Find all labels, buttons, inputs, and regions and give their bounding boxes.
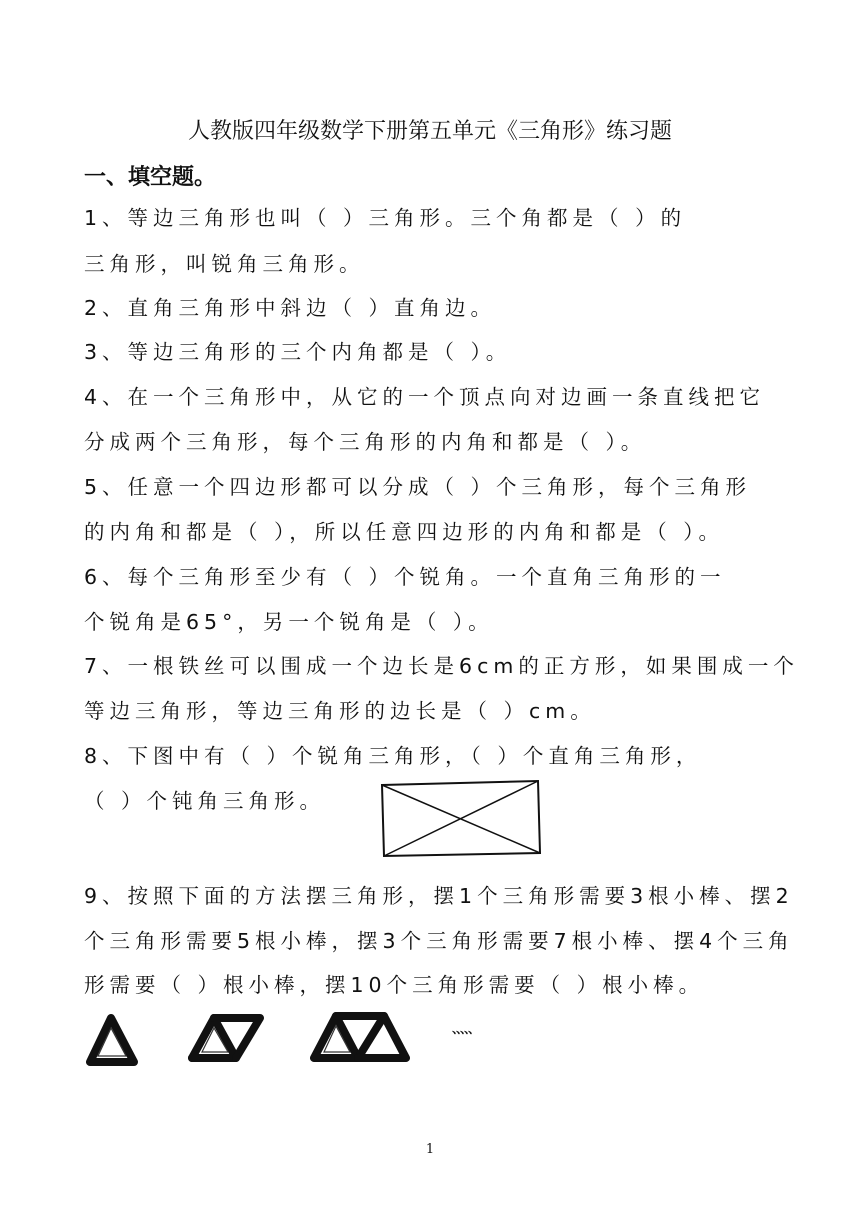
- question-4-line-1: 4、在一个三角形中，从它的一个顶点向对边画一条直线把它: [84, 385, 766, 409]
- page-title: 人教版四年级数学下册第五单元《三角形》练习题: [187, 119, 672, 144]
- ellipsis-dots: 、、、、、: [452, 1022, 479, 1036]
- question-1-line-1: 1、等边三角形也叫（ ）三角形。三个角都是（ ）的: [84, 206, 687, 230]
- question-9-line-3: 形需要（ ）根小棒，摆10个三角形需要（ ）根小棒。: [84, 973, 705, 997]
- section-heading: 一、填空题。: [84, 165, 217, 190]
- stick-triangles-figure: [84, 1010, 464, 1070]
- question-6-line-2: 个锐角是65°，另一个锐角是（ ）。: [84, 610, 494, 634]
- question-7-line-2: 等边三角形，等边三角形的边长是（ ）cm。: [84, 699, 596, 723]
- question-4-line-2: 分成两个三角形，每个三角形的内角和都是（ ）。: [84, 430, 647, 454]
- question-1-line-2: 三角形，叫锐角三角形。: [84, 252, 365, 276]
- question-8-line-1: 8、下图中有（ ）个锐角三角形，（ ）个直角三角形，: [84, 744, 702, 768]
- question-8-line-2: （ ）个钝角三角形。: [84, 789, 326, 813]
- question-9-line-1: 9、按照下面的方法摆三角形，摆1个三角形需要3根小棒、摆2: [84, 884, 794, 908]
- question-9-line-2: 个三角形需要5根小棒，摆3个三角形需要7根小棒、摆4个三角: [84, 929, 794, 953]
- question-7-line-1: 7、一根铁丝可以围成一个边长是6cm的正方形，如果围成一个: [84, 654, 799, 678]
- question-3: 3、等边三角形的三个内角都是（ ）。: [84, 340, 512, 364]
- rectangle-diagonals-figure: [380, 779, 542, 859]
- question-2: 2、直角三角形中斜边（ ）直角边。: [84, 296, 497, 320]
- question-5-line-1: 5、任意一个四边形都可以分成（ ）个三角形，每个三角形: [84, 475, 752, 499]
- page-number: 1: [425, 1142, 435, 1157]
- question-6-line-1: 6、每个三角形至少有（ ）个锐角。一个直角三角形的一: [84, 565, 726, 589]
- question-5-line-2: 的内角和都是（ ），所以任意四边形的内角和都是（ ）。: [84, 520, 725, 544]
